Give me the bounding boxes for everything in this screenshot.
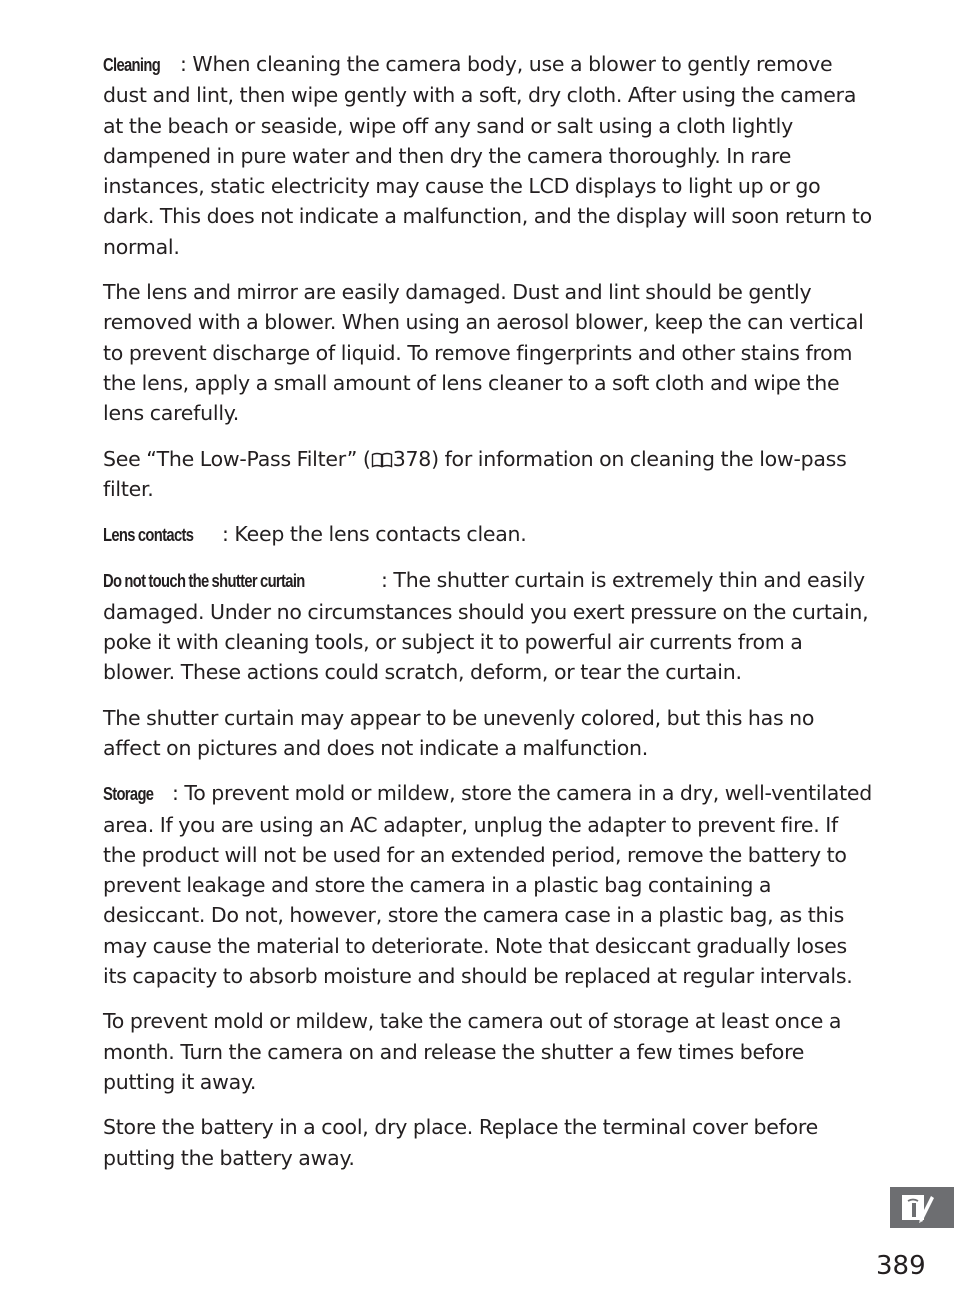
shutter-paragraph <box>103 565 875 687</box>
lens-mirror-paragraph <box>103 277 875 428</box>
lens-contacts-text: : Keep the lens contacts clean. <box>222 522 527 547</box>
battery-paragraph <box>103 1112 875 1173</box>
lens-contacts-term: Lens contacts <box>103 525 194 546</box>
shutter-term: Do not touch the shutter curtain <box>103 571 305 592</box>
page-reference[interactable]: 378 <box>392 446 432 471</box>
section-tab[interactable] <box>890 1187 954 1228</box>
mold-text: To prevent mold or mildew, take the camera out of storage at least once a month. Turn the camera on and release the shutter a few times before putting it away. <box>103 1009 842 1094</box>
storage-text: : To prevent mold or mildew, store the camera in a dry, well-ventilated area. If you are using an AC adapter, unplug the adapter to prevent fire. If the product will not be used for an extended period, remove the battery to prevent leakage and store the camera in a plastic bag containing a desiccant. Do not, however, store the camera case in a plastic bag, as this may cause the material to deteriorate. Note that desiccant gradually loses its capacity to absorb moisture and should be replaced at regular intervals. <box>103 781 873 989</box>
low-pass-paragraph <box>103 444 875 505</box>
lens-contacts-paragraph <box>103 519 875 550</box>
storage-paragraph <box>103 778 875 991</box>
page-number: 389 <box>876 1251 926 1281</box>
book-icon <box>371 452 393 468</box>
low-pass-text-after: ) for information on cleaning the low-pass filter. <box>103 446 847 501</box>
cleaning-paragraph <box>103 49 875 262</box>
lens-mirror-text: The lens and mirror are easily damaged. Dust and lint should be gently removed with a blower. When using an aerosol blower, keep the can vertical to prevent discharge of liquid. To remove fingerprints and other stains from the lens, apply a small amount of lens cleaner to a soft cloth and wipe the lens carefully. <box>103 280 864 426</box>
storage-term: Storage <box>103 784 154 805</box>
battery-text: Store the battery in a cool, dry place. Replace the terminal cover before putting the battery away. <box>103 1115 818 1170</box>
cleaning-text: : When cleaning the camera body, use a blower to gently remove dust and lint, then wipe gently with a soft, dry cloth. After using the camera at the beach or seaside, wipe off any sand or salt using a cloth lightly dampened in pure water and then dry the camera thoroughly. In rare instances, static electricity may cause the LCD displays to light up or go dark. This does not indicate a malfunction, and the display will soon return to normal. <box>103 52 872 259</box>
cleaning-term: Cleaning <box>103 55 161 75</box>
mold-paragraph <box>103 1006 875 1097</box>
low-pass-text-before: See “The Low-Pass Filter” ( <box>103 446 371 471</box>
shutter-color-text: The shutter curtain may appear to be unevenly colored, but this has no affect on pictures and does not indicate a malfunction. <box>103 705 815 760</box>
shutter-text: : The shutter curtain is extremely thin and easily damaged. Under no circumstances should you exert pressure on the curtain, poke it with cleaning tools, or subject it to powerful air currents from a blower. These actions could scratch, deform, or tear the curtain. <box>103 568 869 685</box>
shutter-color-paragraph <box>103 703 875 764</box>
technical-notes-icon <box>900 1192 934 1223</box>
page-content <box>103 49 875 1188</box>
